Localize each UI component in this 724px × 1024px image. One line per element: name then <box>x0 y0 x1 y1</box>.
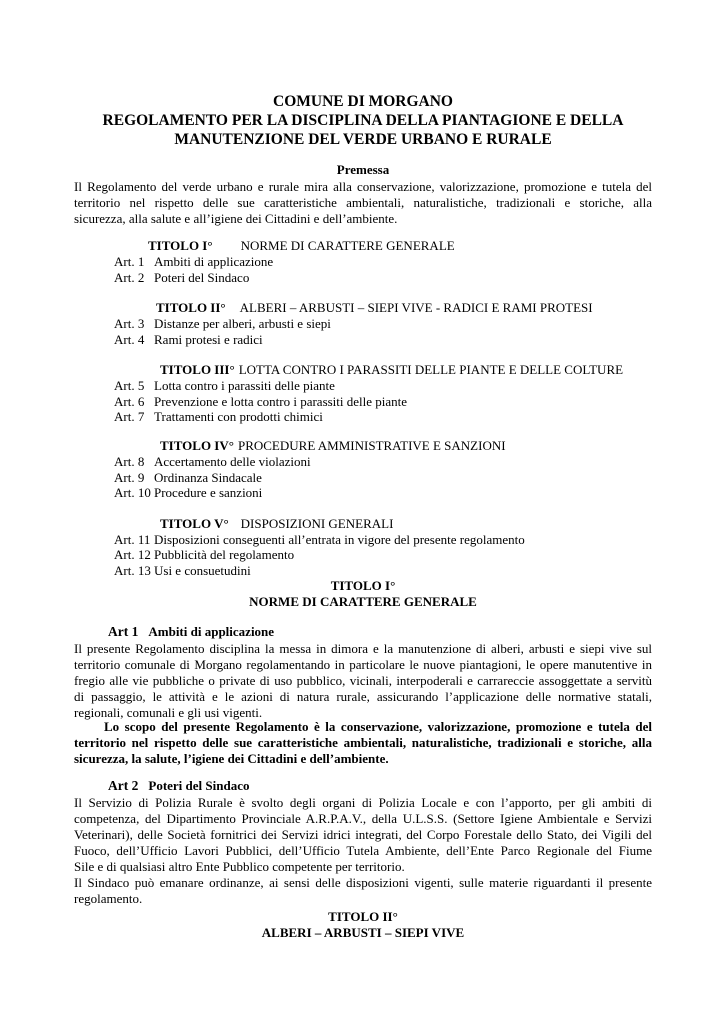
toc-article-title: Accertamento delle violazioni <box>154 454 311 469</box>
toc-article-number: Art. 9 <box>114 470 145 485</box>
toc-article <box>114 454 311 470</box>
toc-titolo-label: TITOLO V° <box>160 516 229 531</box>
toc-article <box>114 547 294 563</box>
text-line: Lo scopo del presente Regolamento è la conservazione, valorizzazione, promozione e tutela del <box>104 719 652 734</box>
toc-article-number: Art. 12 <box>114 547 151 562</box>
article-title: Ambiti di applicazione <box>148 624 275 639</box>
toc-titolo-name: LOTTA CONTRO I PARASSITI DELLE PIANTE E DELLE COLTURE <box>238 362 624 377</box>
toc-article-number: Art. 5 <box>114 378 145 393</box>
article-heading <box>108 624 274 640</box>
text-line: territorio nel rispetto delle sue caratteristiche ambientali, naturalistiche, tradizionali e storiche, alla <box>74 735 652 750</box>
toc-article-number: Art. 2 <box>114 270 145 285</box>
document-title-municipality: COMUNE DI MORGANO <box>273 93 453 110</box>
toc-article <box>114 470 262 486</box>
toc-article-title: Prevenzione e lotta contro i parassiti delle piante <box>154 394 408 409</box>
text-line: sicurezza, la salute, l’igiene dei Cittadini e dell’ambiente. <box>74 751 389 766</box>
toc-titolo-label: TITOLO IV° <box>160 438 234 453</box>
toc-article-title: Ordinanza Sindacale <box>154 470 262 485</box>
text-line: di passaggio, le attività e le azioni di natura rurale, assicurando l’applicazione delle normative statali, <box>74 689 652 704</box>
toc-article-number: Art. 7 <box>114 409 145 424</box>
text-line: Il Sindaco può emanare ordinanze, ai sensi delle disposizioni vigenti, sulle materie riguardanti il presente <box>74 875 652 890</box>
toc-article-title: Lotta contro i parassiti delle piante <box>154 378 335 393</box>
toc-article-number: Art. 11 <box>114 532 151 547</box>
toc-titolo-3 <box>160 362 623 378</box>
toc-titolo-2 <box>156 300 593 316</box>
article-1-bold-paragraph <box>74 719 652 767</box>
toc-article-title: Disposizioni conseguenti all’entrata in vigore del presente regolamento <box>154 532 525 547</box>
text-line: sicurezza, alla salute e all’igiene dei Cittadini e dell’ambiente. <box>74 211 398 226</box>
toc-article-title: Pubblicità del regolamento <box>154 547 295 562</box>
toc-titolo-name: ALBERI – ARBUSTI – SIEPI VIVE - RADICI E RAMI PROTESI <box>239 300 593 315</box>
toc-titolo-label: TITOLO III° <box>160 362 235 377</box>
toc-article <box>114 378 335 394</box>
text-line: competenza, del Dipartimento Provinciale A.R.P.A.V., della U.L.S.S. (Settore Igiene Ambientale e Servizi <box>74 811 652 826</box>
toc-titolo-4 <box>160 438 506 454</box>
section-title-label: TITOLO I° <box>330 578 396 593</box>
toc-titolo-name: PROCEDURE AMMINISTRATIVE E SANZIONI <box>237 438 506 453</box>
premessa-heading: Premessa <box>336 162 390 177</box>
toc-titolo-label: TITOLO I° <box>148 238 213 253</box>
toc-article <box>114 563 251 579</box>
toc-article-number: Art. 4 <box>114 332 145 347</box>
toc-article-title: Usi e consuetudini <box>154 563 251 578</box>
toc-article <box>114 270 249 286</box>
toc-article <box>114 485 262 501</box>
text-line: territorio comunale di Morgano regolamentando in particolare le nuove piantagioni, le opere manutentive in <box>74 657 652 672</box>
toc-titolo-label: TITOLO II° <box>156 300 226 315</box>
text-line: fregio alle vie pubbliche o private di uso pubblico, vicinali, interpoderali e carrareccie assoggettate a servitù <box>74 673 652 688</box>
text-line: Il presente Regolamento disciplina la messa in dimora e la manutenzione di alberi, arbusti e siepi vive sul <box>74 641 652 656</box>
toc-titolo-5 <box>160 516 393 532</box>
premessa-paragraph <box>74 179 652 227</box>
toc-titolo-1 <box>148 238 455 254</box>
toc-article-title: Procedure e sanzioni <box>154 485 263 500</box>
toc-article <box>114 394 407 410</box>
toc-article-number: Art. 8 <box>114 454 145 469</box>
toc-article-number: Art. 6 <box>114 394 145 409</box>
toc-article-title: Poteri del Sindaco <box>154 270 250 285</box>
article-title: Poteri del Sindaco <box>148 778 250 793</box>
text-line: regolamento. <box>74 891 143 906</box>
document-title-line: MANUTENZIONE DEL VERDE URBANO E RURALE <box>174 131 552 148</box>
toc-titolo-name: DISPOSIZIONI GENERALI <box>240 516 394 531</box>
article-number: Art 1 <box>108 624 139 639</box>
toc-article-title: Trattamenti con prodotti chimici <box>154 409 323 424</box>
toc-article-number: Art. 13 <box>114 563 151 578</box>
text-line: Fuoco, dell’Ufficio Lavori Pubblici, dell’Ufficio Tutela Ambiente, dell’Ente Parco Regionale del Fiume <box>74 843 652 858</box>
text-line: Il Regolamento del verde urbano e rurale mira alla conservazione, valorizzazione, promozione e tutela del <box>74 179 652 194</box>
text-line: regionali, comunali e gli usi vigenti. <box>74 705 263 720</box>
toc-article <box>114 532 525 548</box>
section-title-name: ALBERI – ARBUSTI – SIEPI VIVE <box>261 925 465 940</box>
text-line: Veterinari), delle Società fornitrici dei Servizi idrici integrati, del Corpo Forestale dello Stato, dei Vigili del <box>74 827 652 842</box>
text-line: Sile e di qualsiasi altro Ente Pubblico competente per territorio. <box>74 859 405 874</box>
toc-article <box>114 254 273 270</box>
toc-article <box>114 332 263 348</box>
toc-article-number: Art. 3 <box>114 316 145 331</box>
article-number: Art 2 <box>108 778 139 793</box>
toc-article-title: Rami protesi e radici <box>154 332 263 347</box>
document-title-line: REGOLAMENTO PER LA DISCIPLINA DELLA PIANTAGIONE E DELLA <box>102 112 624 129</box>
toc-article-number: Art. 10 <box>114 485 151 500</box>
section-title-label: TITOLO II° <box>328 909 398 924</box>
toc-article-title: Ambiti di applicazione <box>154 254 274 269</box>
toc-article <box>114 316 331 332</box>
article-2-paragraph <box>74 795 652 907</box>
article-heading <box>108 778 249 794</box>
toc-article-title: Distanze per alberi, arbusti e siepi <box>154 316 331 331</box>
section-title-name: NORME DI CARATTERE GENERALE <box>249 594 477 609</box>
toc-article <box>114 409 323 425</box>
toc-titolo-name: NORME DI CARATTERE GENERALE <box>240 238 455 253</box>
text-line: territorio nel rispetto delle sue caratteristiche ambientali, naturalistiche, tradizionali e storiche, alla <box>74 195 652 210</box>
article-1-paragraph <box>74 641 652 721</box>
text-line: Il Servizio di Polizia Rurale è svolto degli organi di Polizia Locale e con l’apporto, per gli ambiti di <box>74 795 652 810</box>
toc-article-number: Art. 1 <box>114 254 145 269</box>
